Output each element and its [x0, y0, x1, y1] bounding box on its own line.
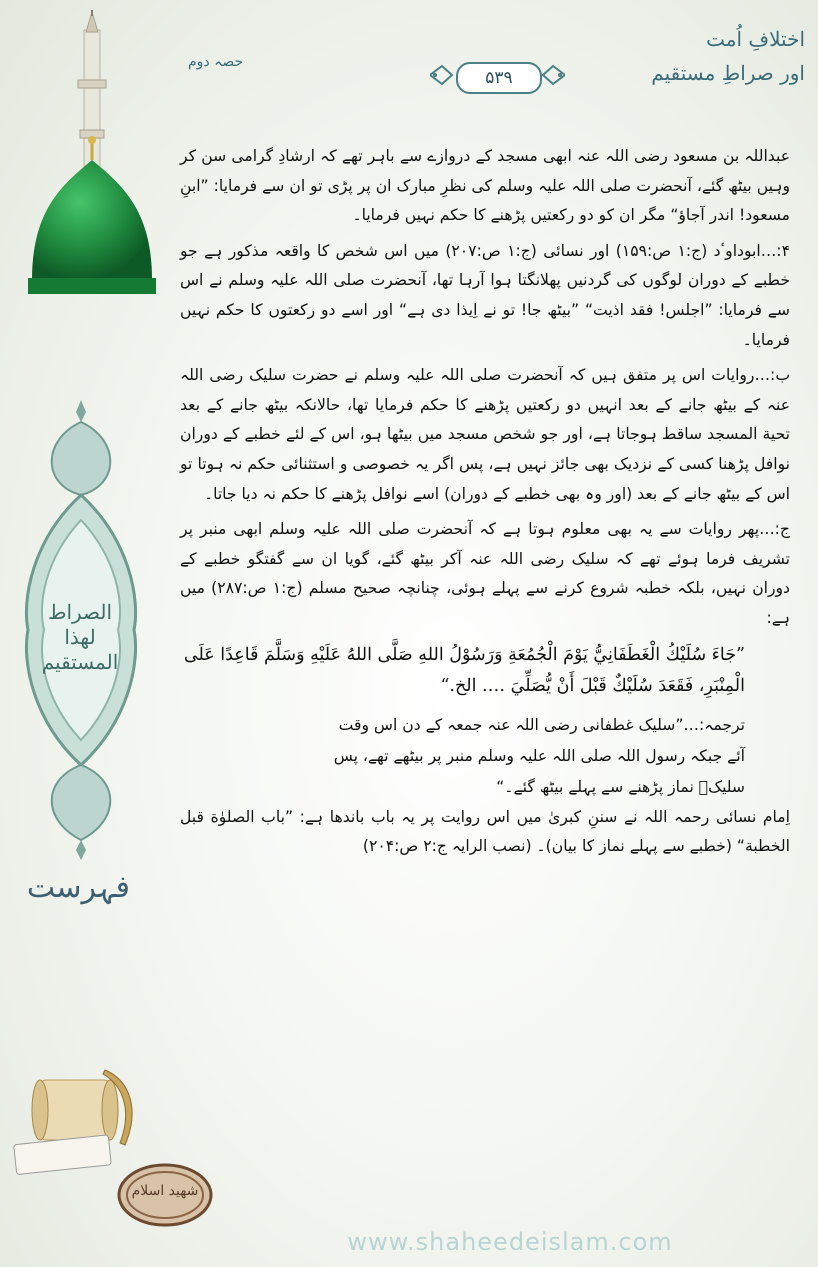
volume-label: حصہ دوم — [188, 54, 244, 70]
ornament-title-line1: الصراط — [47, 600, 113, 624]
main-content — [180, 142, 790, 862]
ornament-title-line2: لهذا المستقيم — [41, 625, 119, 674]
table-of-contents-link[interactable]: فہرست — [26, 870, 130, 905]
paragraph-3: ب:…روایات اس پر متفق ہیں کہ آنحضرت صلی اللہ علیہ وسلم نے حضرت سلیک رضی اللہ عنہ کے بیٹھ جانے کے بعد انہیں دو رکعتیں پڑھنے کا حکم فرمایا تھا، حالانکہ بیٹھ جانے کے بعد تحیة المسجد ساقط ہوجاتا ہے، اور جو شخص مسجد میں بیٹھا ہو، اس کے لئے خطبے کے دوران نوافل پڑھنا کسی کے نزدیک بھی جائز نہیں ہے، پس اگر یہ خصوصی و استثنائی حکم نہ ہوتا تو اس کے بیٹھ جانے کے بعد (اور وہ بھی خطبے کے دوران) اسے نوافل پڑھنے کا حکم نہ دیا جاتا۔ — [180, 366, 790, 503]
closing-reference: (نصب الرایہ ج:۲ ص:۲۰۴) — [362, 837, 532, 856]
paragraph-1: عبداللہ بن مسعود رضی اللہ عنہ ابھی مسجد کے دروازے سے باہر تھے کہ ارشادِ گرامی سن کر وہیں بیٹھ گئے، آنحضرت صلی اللہ علیہ وسلم کی نظرِ مبارک ان پر پڑی تو ان سے فرمایا: ”ابنِ مسعود! اندر آجاؤ“ مگر ان کو دو رکعتیں پڑھنے کا حکم نہیں فرمایا۔ — [180, 147, 790, 225]
left-ornament-column — [0, 0, 199, 1267]
ornament-title — [30, 600, 130, 675]
arabic-hadith-quote: ”جَاءَ سُلَيْكُ الْغَطَفَانِيُّ يَوْمَ الْجُمُعَةِ وَرَسُوْلُ اللهِ صَلَّى اللهُ عَلَيْهِ وَسَلَّمَ قَاعِدًا عَلَى الْمِنْبَرِ، فَقَعَدَ سُلَيْكٌ قَبْلَ أَنْ يُّصَلِّيَ …. الخ.“ — [183, 644, 745, 696]
closing-paragraph — [180, 803, 790, 862]
book-title-line2: اور صراطِ مستقیم — [651, 61, 805, 85]
book-title — [650, 22, 805, 90]
urdu-translation: ترجمہ:…”سلیک غطفانی رضی اللہ عنہ جمعہ کے دن اس وقت آئے جبکہ رسول اللہ صلی اللہ علیہ وسلم منبر پر بیٹھے تھے، پس سلیکؓ نماز پڑھنے سے پہلے بیٹھ گئے۔“ — [333, 715, 745, 796]
book-title-line1: اختلافِ اُمت — [706, 27, 805, 51]
paragraph-2: ۴:…ابوداوٴد (ج:۱ ص:۱۵۹) اور نسائی (ج:۱ ص:۲۰۷) میں اس شخص کا واقعہ مذکور ہے جو خطبے کے دوران لوگوں کی گردنیں پھلانگتا ہوا آرہا تھا، آنحضرت صلی اللہ علیہ وسلم نے اس سے فرمایا: ”اجلس! فقد اذیت“ ”بیٹھ جا! تو نے اِیذا دی ہے“ اور اسے دو رکعتوں کا حکم نہیں فرمایا۔ — [180, 241, 790, 349]
paragraph-4: ج:…پھر روایات سے یہ بھی معلوم ہوتا ہے کہ آنحضرت صلی اللہ علیہ وسلم ابھی منبر پر تشریف فرما ہوئے تھے کہ سلیک رضی اللہ عنہ آکر بیٹھ گئے، گویا ان سے گفتگو خطبے کے دوران نہیں، بلکہ خطبہ شروع کرنے سے پہلے ہوئی، چنانچہ صحیح مسلم (ج:۱ ص:۲۸۷) میں ہے: — [180, 520, 790, 627]
page-number: ۵۳۹ — [456, 62, 542, 94]
logo-text: شهيد اسلام — [131, 1183, 199, 1199]
website-link[interactable]: www.shaheedeislam.com — [347, 1228, 673, 1256]
mosque-dome-minaret-icon — [22, 10, 162, 300]
closing-text: اِمام نسائی رحمہ اللہ نے سننِ کبریٰ میں اس روایت پر یہ باب باندھا ہے: ”باب الصلوٰة قبل الخطبة“ (خطبے سے پہلے نماز کا بیان)۔ — [180, 807, 790, 856]
